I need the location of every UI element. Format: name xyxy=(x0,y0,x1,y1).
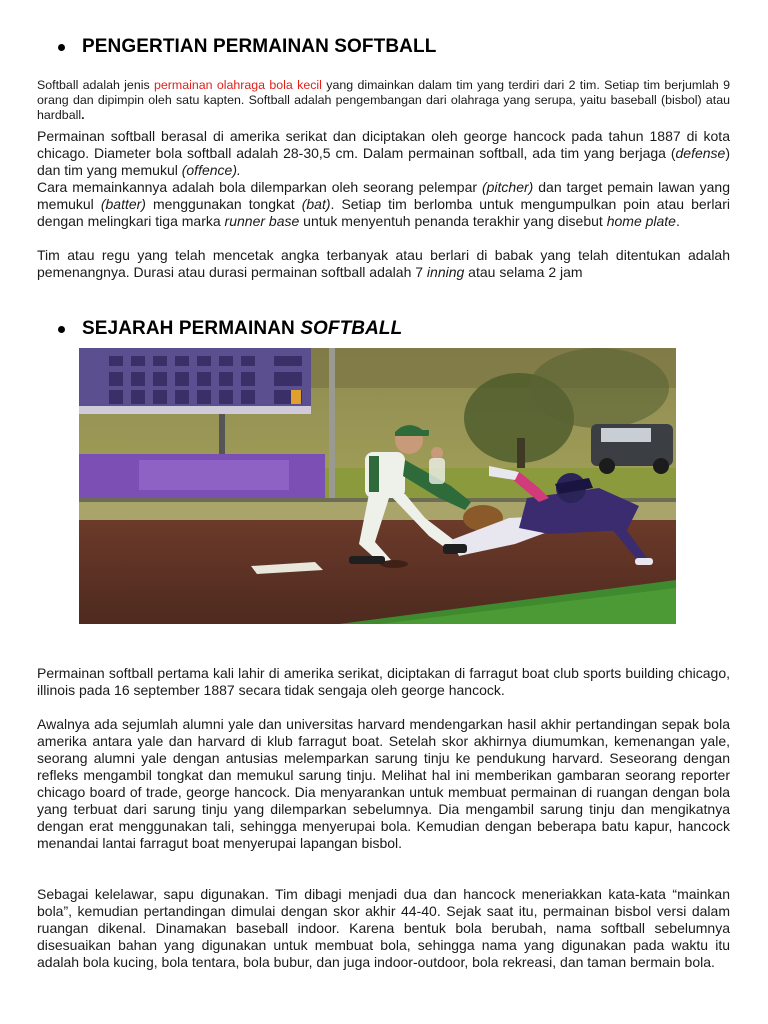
text-span: Tim atau regu yang telah mencetak angka terbanyak atau berlari di babak yang telah ditentukan adalah pemenangnya. Durasi atau durasi permainan softball adalah 7 xyxy=(37,247,730,280)
text-span: . xyxy=(81,108,85,122)
text-span: Permainan softball pertama kali lahir di amerika serikat, diciptakan di farragut boat club sports building chicago, illinois pada 16 september 1887 secara tidak sengaja oleh george hancock. xyxy=(37,665,730,698)
text-span: yang dimainkan dalam tim yang terdiri dari 2 tim. Setiap tim berjumlah 9 orang dan dipimpin oleh satu kapten. Softball adalah pengembangan dari olahraga yang serupa, yaitu baseball (bisbol) atau hardball xyxy=(37,78,730,122)
text-italic: (batter) xyxy=(100,196,146,212)
paragraph-history-story xyxy=(37,716,730,852)
paragraph-definition xyxy=(37,78,730,123)
bullet-icon xyxy=(58,44,65,51)
heading-text-italic: SOFTBALL xyxy=(300,318,403,339)
photo-illustration xyxy=(79,348,676,624)
text-span: Sebagai kelelawar, sapu digunakan. Tim dibagi menjadi dua dan hancock meneriakkan kata-kata “mainkan bola”, kemudian pertandingan dimulai dengan skor akhir 44-40. Sejak saat itu, permainan bisbol versi dalam ruangan dikenal. Dinamakan baseball indoor. Karena bentuk bola berubah, nama softball sebelumnya disesuaikan bahan yang digunakan untuk membuat bola, sehingga nama yang digunakan pada waktu itu adalah bola kucing, bola tentara, bola bubur, dan juga indoor-outdoor, bola rekreasi, dan taman bermain bola. xyxy=(37,886,730,970)
text-italic: runner base xyxy=(224,213,300,229)
paragraph-winner xyxy=(37,247,730,281)
text-span: Cara memainkannya adalah bola dilemparkan oleh seorang pelempar xyxy=(37,179,482,195)
link-permainan-olahraga-bola-kecil[interactable]: permainan olahraga bola kecil xyxy=(153,78,322,92)
paragraph-origin xyxy=(37,128,730,179)
text-span: . xyxy=(675,213,680,229)
text-span: atau selama 2 jam xyxy=(464,264,583,280)
text-span: Awalnya ada sejumlah alumni yale dan universitas harvard mendengarkan hasil akhir pertandingan sepak bola amerika antara yale dan harvard di klub farragut boat. Setelah skor akhirnya diumumkan, kemenangan yale, seorang alumni yale dengan antusias melemparkan sarung tinju ke pendukung harvard. Seseorang dengan refleks mengambil tongkat dan memukul sarung tinju. Melihat hal ini memberikan gambaran seorang reporter chicago board of trade, george hancock. Dia menyarankan untuk membuat permainan di ruangan dengan bola yang terbuat dari sarung tinju yang dilemparkan sebelumnya. Dia mengambil sarung tinju dan mengikatnya dengan erat menggunakan tali, sehingga menyerupai bola. Kemudian dengan beberapa batu kapur, hancock menandai lantai farragut boat menyerupai lapangan bisbol. xyxy=(37,716,730,851)
heading-text xyxy=(82,318,402,340)
bullet-icon xyxy=(58,326,65,333)
section-heading-sejarah xyxy=(60,318,402,340)
text-span: ) dan tim yang memukul xyxy=(37,145,730,178)
text-span: menggunakan tongkat xyxy=(145,196,302,212)
section-heading-pengertian xyxy=(60,36,436,58)
heading-text-part: SEJARAH PERMAINAN xyxy=(82,318,301,339)
text-italic: home plate xyxy=(606,213,676,229)
text-italic: defense xyxy=(675,145,726,161)
heading-text: PENGERTIAN PERMAINAN SOFTBALL xyxy=(82,36,437,57)
paragraph-history-origin xyxy=(37,665,730,699)
text-span: . Setiap tim berlomba untuk mengumpulkan poin atau berlari dengan melingkari tiga marka xyxy=(37,196,730,229)
text-italic: (pitcher) xyxy=(481,179,534,195)
softball-photo xyxy=(79,348,676,624)
paragraph-how-to-play xyxy=(37,179,730,230)
paragraph-history-indoor xyxy=(37,886,730,971)
text-italic: (bat) xyxy=(301,196,331,212)
text-span: dan target pemain lawan yang memukul xyxy=(37,179,730,212)
text-span: Softball adalah jenis xyxy=(37,78,154,92)
text-span: untuk menyentuh penanda terakhir yang disebut xyxy=(299,213,607,229)
text-span: Permainan softball berasal di amerika serikat dan diciptakan oleh george hancock pada tahun 1887 di kota chicago. Diameter bola softball adalah 28-30,5 cm. Dalam permainan softball, ada tim yang berjaga ( xyxy=(37,128,730,161)
text-italic: (offence). xyxy=(181,162,241,178)
text-italic: inning xyxy=(426,264,465,280)
